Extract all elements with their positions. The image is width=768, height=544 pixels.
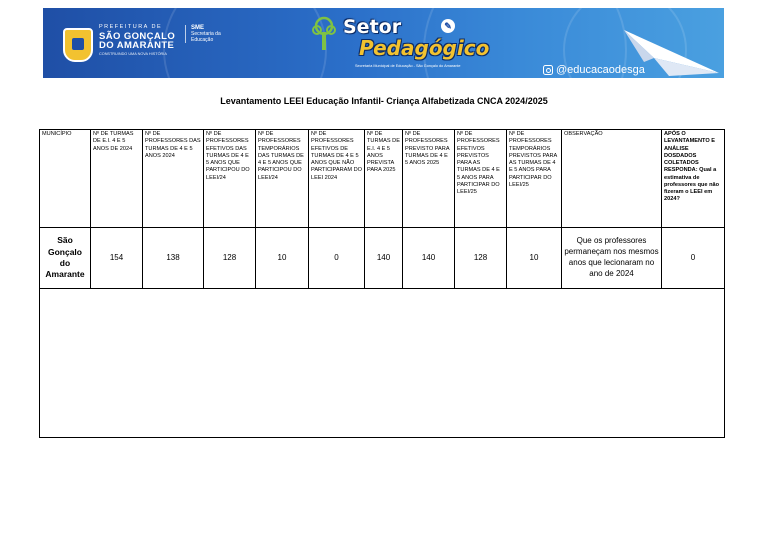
city-crest-icon (63, 28, 93, 62)
table-row (40, 228, 725, 289)
cell-estimativa: 0 (662, 228, 725, 289)
instagram-icon (543, 65, 553, 75)
sme-title: SME (191, 25, 205, 31)
column-header: Nº DE PROFESSORES EFETIVOS DE TURMAS DE 4 E 5 ANOS QUE NÃO PARTICIPARAM DO LEEI 2024 (309, 130, 365, 228)
setor-pedagogico-logo (311, 12, 491, 76)
prefeitura-tagline: CONSTRUINDO UMA NOVA HISTÓRIA (99, 51, 167, 56)
logo-line-1: Setor (343, 16, 402, 38)
cell-temporarios-leei24: 10 (256, 228, 309, 289)
column-header: OBSERVAÇÃO (562, 130, 662, 228)
city-name: SÃO GONÇALO DO AMARANTE (99, 30, 176, 51)
paper-plane-icon (614, 18, 724, 78)
cell-turmas-2024: 154 (91, 228, 143, 289)
column-header: APÓS O LEVANTAMENTO E ANÁLISE DOSDADOS COLETADOS RESPONDA: Qual a estimativa de professores que não fizeram o LEEI em 2024? (662, 130, 725, 228)
cell-professores-2024: 138 (143, 228, 204, 289)
prefeitura-label: PREFEITURA DE (99, 24, 163, 30)
sme-logo (185, 25, 221, 43)
header-banner (43, 8, 724, 78)
column-header: Nº DE PROFESSORES EFETIVOS DAS TURMAS DE 4 E 5 ANOS QUE PARTICIPOU DO LEEI/24 (204, 130, 256, 228)
table-header-row (40, 130, 725, 228)
cell-efetivos-leei24: 128 (204, 228, 256, 289)
sme-subtitle-1: Secretaria da (191, 30, 221, 37)
logo-line-2: Pedagógico (359, 36, 490, 60)
column-header: Nº DE PROFESSORES EFETIVOS PREVISTOS PARA AS TURMAS DE 4 E 5 ANOS PARA PARTICIPAR DO LEEI/25 (455, 130, 507, 228)
pencil-badge-icon: ✎ (441, 19, 455, 33)
tree-icon (311, 16, 337, 52)
column-header: Nº DE PROFESSORES TEMPORÁRIOS DAS TURMAS DE 4 E 5 ANOS QUE PARTICIPOU DO LEEI/24 (256, 130, 309, 228)
cell-municipio: São Gonçalo do Amarante (40, 228, 91, 289)
empty-row (40, 289, 725, 438)
prefeitura-logo (99, 25, 181, 56)
document-title: Levantamento LEEI Educação Infantil- Criança Alfabetizada CNCA 2024/2025 (220, 96, 548, 106)
survey-table (39, 129, 725, 438)
cell-efetivos-leei25: 128 (455, 228, 507, 289)
logo-subtitle: Secretaria Municipal de Educação - São Gonçalo do Amarante (355, 64, 461, 68)
column-header: Nº DE TURMAS DE E.I. 4 E 5 ANOS PREVISTA PARA 2025 (365, 130, 403, 228)
cell-professores-2025: 140 (403, 228, 455, 289)
instagram-handle-text: @educacaodesga (556, 64, 645, 76)
cell-temporarios-leei25: 10 (507, 228, 562, 289)
column-header: Nº DE PROFESSORES DAS TURMAS DE 4 E 5 ANOS 2024 (143, 130, 204, 228)
cell-efetivos-nao-participaram: 0 (309, 228, 365, 289)
column-header: Nº DE PROFESSORES TEMPORÁRIOS PREVISTOS PARA AS TURMAS DE 4 E 5 ANOS PARA PARTICIPAR DO LEEI/25 (507, 130, 562, 228)
column-header: Nº DE TURMAS DE E.I. 4 E 5 ANOS DE 2024 (91, 130, 143, 228)
cell-observacao: Que os professores permaneçam nos mesmos anos que lecionaram no ano de 2024 (562, 228, 662, 289)
column-header: MUNICÍPIO (40, 130, 91, 228)
empty-cell (40, 289, 725, 438)
column-header: Nº DE PROFESSORES PREVISTO PARA TURMAS DE 4 E 5 ANOS 2025 (403, 130, 455, 228)
cell-turmas-2025: 140 (365, 228, 403, 289)
sme-subtitle-2: Educação (191, 36, 214, 43)
